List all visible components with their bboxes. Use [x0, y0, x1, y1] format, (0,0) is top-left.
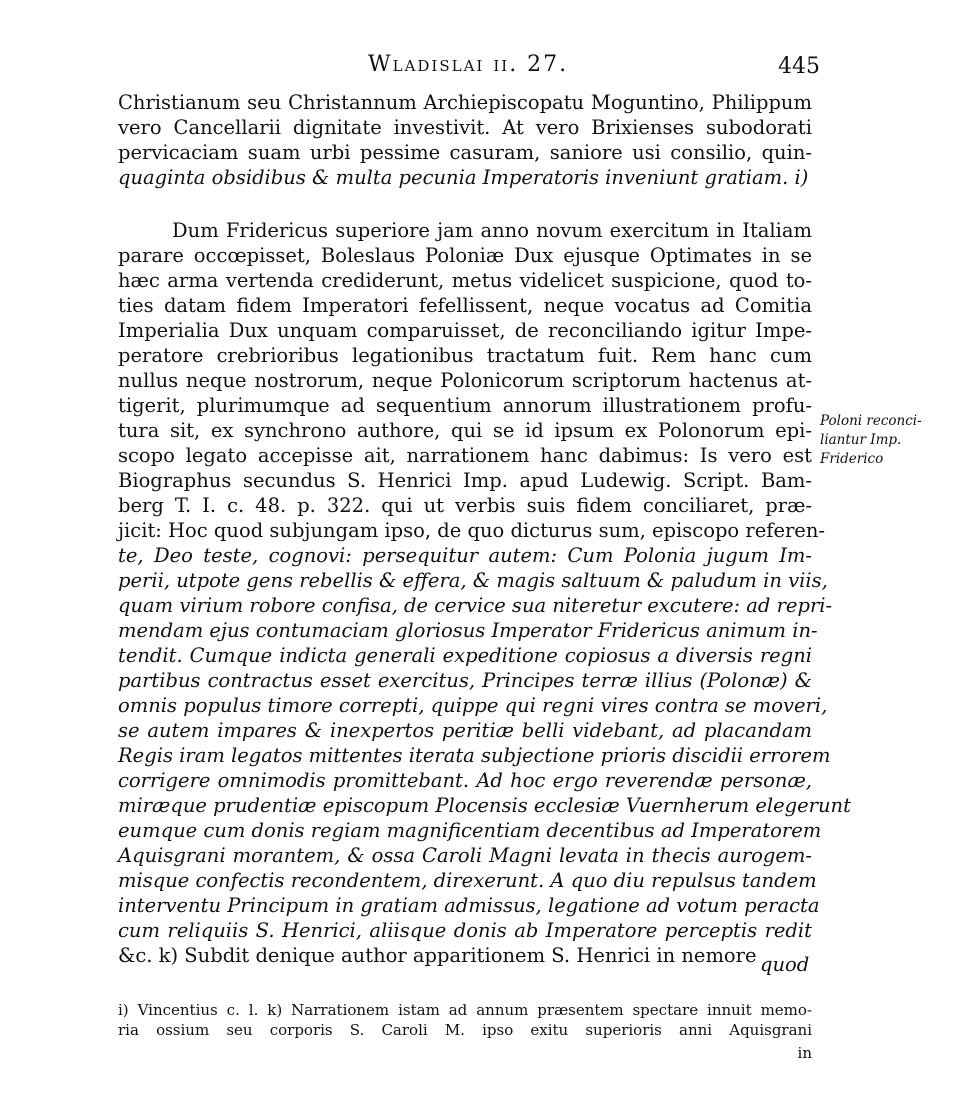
text-line: peratore crebrioribus legationibus tractatum fuit. Rem hanc cum	[118, 344, 812, 367]
text-line: tendit. Cumque indicta generali expeditione copiosus a diversis regni	[118, 644, 812, 667]
text-line: Regis iram legatos mittentes iterata subjectione prioris discidii errorem	[118, 744, 831, 767]
text-line: misque confectis recondentem, direxerunt. A quo diu repulsus tandem	[118, 869, 817, 892]
text-line: ties datam fidem Imperatori fefellissent, neque vocatus ad Comitia	[118, 294, 812, 317]
text-line: Christianum seu Christannum Archiepiscopatu Moguntino, Philippum	[118, 91, 812, 114]
text-line: tigerit, plurimumque ad sequentium annorum illustrationem profu-	[118, 394, 812, 417]
text-line: Imperialia Dux unquam comparuisset, de reconciliando igitur Impe-	[118, 319, 812, 342]
text-line: te, Deo teste, cognovi: persequitur autem: Cum Polonia jugum Im-	[118, 544, 812, 567]
marginal-note-line: liantur Imp.	[820, 432, 902, 448]
catchword: quod	[760, 953, 810, 976]
marginal-note-line: Poloni reconci-	[820, 413, 922, 429]
text-line: hæc arma vertenda crediderunt, metus videlicet suspicione, quod to-	[118, 269, 812, 292]
text-line: tura sit, ex synchrono authore, qui se id ipsum ex Polonorum epi-	[118, 419, 812, 442]
text-line: pervicaciam suam urbi pessime casuram, saniore usi consilio, quin-	[118, 141, 812, 164]
marginal-note	[820, 412, 930, 469]
marginal-note-line: Friderico	[820, 451, 884, 467]
text-line: miræque prudentiæ episcopum Plocensis ecclesiæ Vuernherum elegerunt	[118, 794, 851, 817]
text-line: se autem impares & inexpertos peritiæ belli videbant, ad placandam	[118, 719, 812, 742]
text-line: mendam ejus contumaciam gloriosus Imperator Fridericus animum in-	[118, 619, 818, 642]
running-title: Wladislai ii. 27.	[368, 52, 569, 77]
text-line: cum reliquiis S. Henrici, aliisque donis ab Imperatore perceptis redit	[118, 919, 812, 942]
running-head	[118, 52, 820, 92]
footnote-catchword: in	[797, 1044, 812, 1062]
footnote-line: ria ossium seu corporis S. Caroli M. ipso exitu superioris anni Aquisgrani	[118, 1021, 812, 1039]
page-number: 445	[778, 54, 820, 79]
text-line: perii, utpote gens rebellis & effera, & magis saltuum & paludum in viis,	[118, 569, 828, 592]
text-line: interventu Principum in gratiam admissus, legatione ad votum peracta	[118, 894, 820, 917]
text-line: partibus contractus esset exercitus, Principes terræ illius (Polonæ) &	[118, 669, 812, 692]
footnote-line: i) Vincentius c. l. k) Narrationem istam ad annum præsentem spectare innuit memo-	[118, 1001, 812, 1019]
text-line: berg T. I. c. 48. p. 322. qui ut verbis suis fidem conciliaret, præ-	[118, 494, 812, 517]
text-line: &c. k) Subdit denique author apparitionem S. Henrici in nemore	[118, 944, 757, 967]
text-line: jicit: Hoc quod subjungam ipso, de quo dicturus sum, episcopo referen-	[118, 519, 825, 542]
text-line: vero Cancellarii dignitate investivit. At vero Brixienses subodorati	[118, 116, 812, 139]
text-line: omnis populus timore correpti, quippe qui regni vires contra se moveri,	[118, 694, 828, 717]
text-line: quaginta obsidibus & multa pecunia Imperatoris inveniunt gratiam. i)	[118, 166, 809, 189]
text-line: Aquisgrani morantem, & ossa Caroli Magni levata in thecis aurogem-	[118, 844, 812, 867]
text-line: eumque cum donis regiam magnificentiam decentibus ad Imperatorem	[118, 819, 822, 842]
text-line: corrigere omnimodis promittebant. Ad hoc ergo reverendæ personæ,	[118, 769, 812, 792]
text-line: Biographus secundus S. Henrici Imp. apud Ludewig. Script. Bam-	[118, 469, 812, 492]
text-line: parare occœpisset, Boleslaus Poloniæ Dux ejusque Optimates in se	[118, 244, 812, 267]
text-line: nullus neque nostrorum, neque Polonicorum scriptorum hactenus at-	[118, 369, 812, 392]
text-line: quam virium robore confisa, de cervice sua niteretur excutere: ad repri-	[118, 594, 833, 617]
text-line: scopo legato accepisse ait, narrationem hanc dabimus: Is vero est	[118, 444, 812, 467]
text-line: Dum Fridericus superiore jam anno novum exercitum in Italiam	[172, 219, 812, 242]
